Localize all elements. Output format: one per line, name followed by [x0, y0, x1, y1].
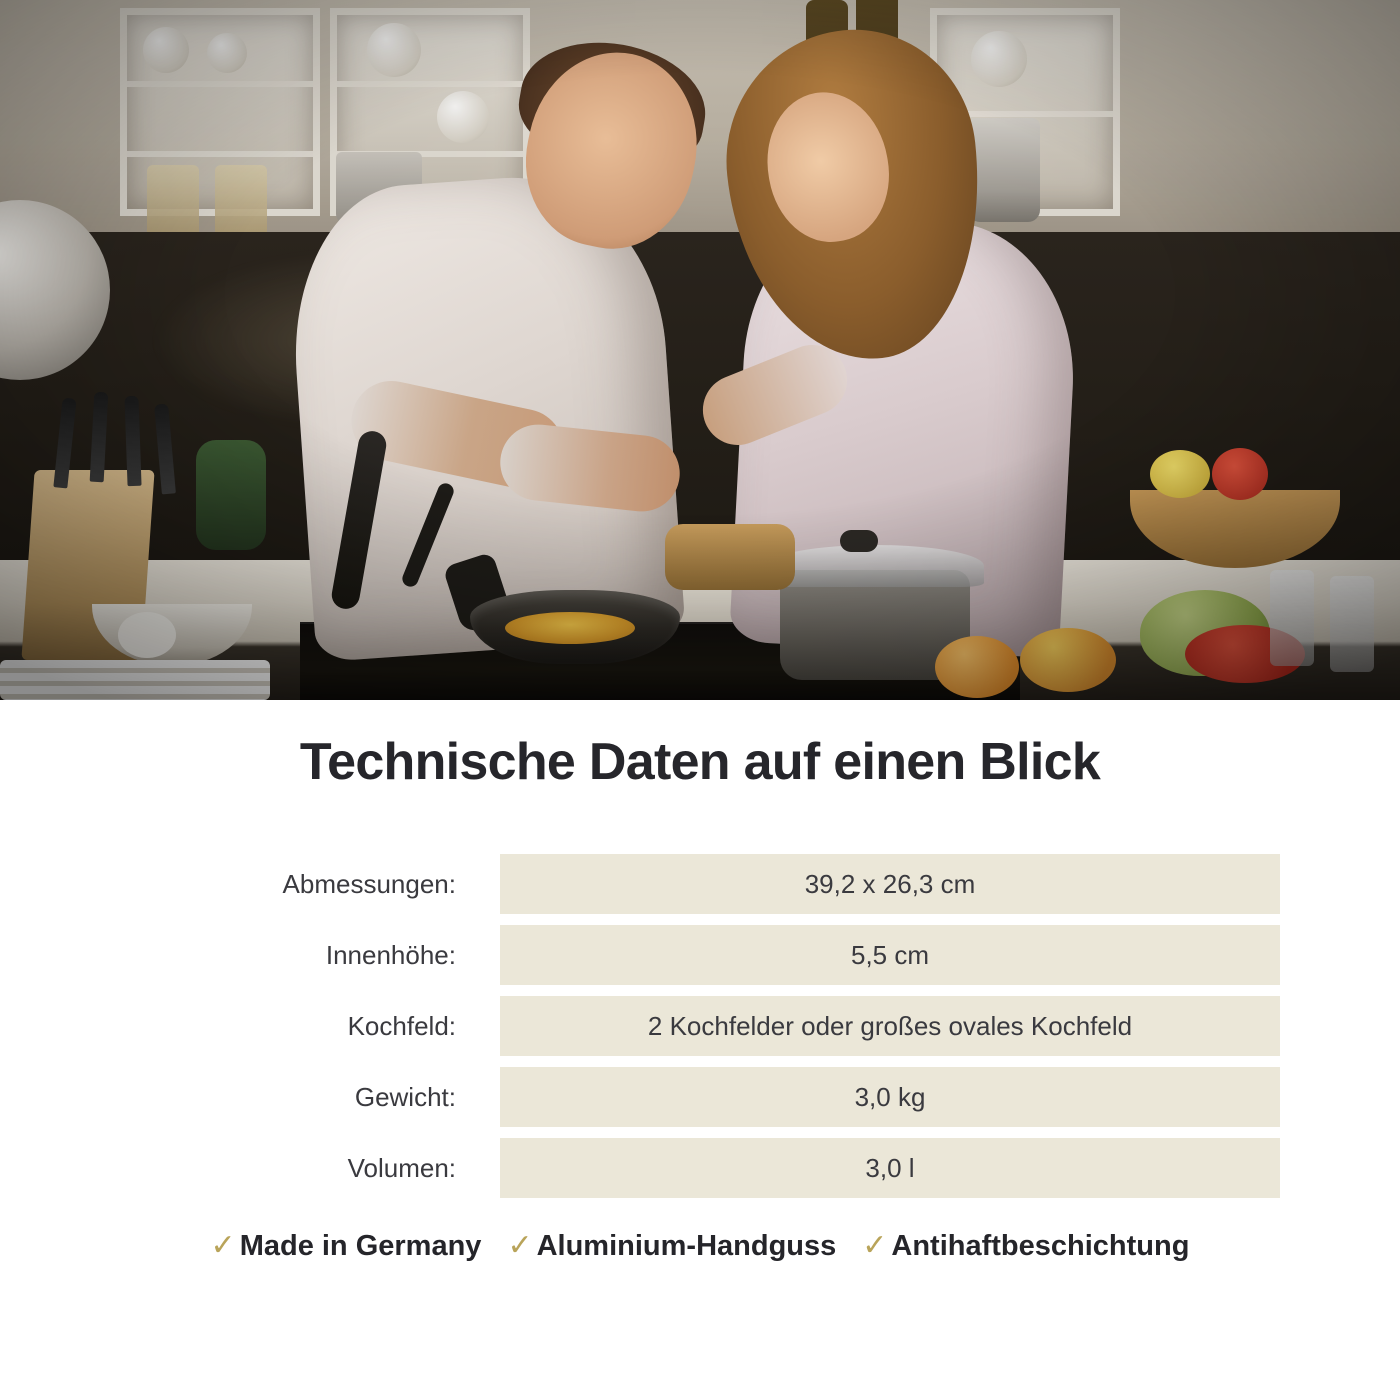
- cabinet-shelf: [127, 81, 313, 87]
- dish: [143, 27, 189, 73]
- feature-label: Antihaftbeschichtung: [891, 1230, 1190, 1262]
- spec-value-gewicht: 3,0 kg: [500, 1067, 1280, 1127]
- spec-label-abmessungen: Abmessungen:: [282, 868, 456, 899]
- check-icon: ✓: [862, 1228, 888, 1262]
- pot-lid-knob: [840, 530, 878, 552]
- storage-jar: [215, 165, 267, 237]
- banana-cluster: [1150, 450, 1210, 498]
- check-icon: ✓: [210, 1228, 236, 1262]
- table-row: [120, 1067, 1280, 1127]
- kettle: [968, 118, 1040, 222]
- table-row: [120, 996, 1280, 1056]
- spec-value-abmessungen: 39,2 x 26,3 cm: [500, 854, 1280, 914]
- cabinet-shelf: [127, 151, 313, 157]
- pot-lid: [766, 545, 984, 587]
- feature-badges: [60, 1230, 1340, 1263]
- omelette: [505, 612, 635, 644]
- spec-label-kochfeld: Kochfeld:: [347, 1010, 456, 1041]
- spec-value-innenhoehe: 5,5 cm: [500, 925, 1280, 985]
- page-title: Technische Daten auf einen Blick: [299, 733, 1101, 791]
- feature-label: Made in Germany: [239, 1230, 482, 1262]
- spec-label-volumen: Volumen:: [347, 1152, 456, 1183]
- feature-antihaftbeschichtung: [862, 1230, 1189, 1263]
- feature-label: Aluminium-Handguss: [536, 1230, 837, 1262]
- spec-table: [120, 854, 1280, 1198]
- table-row: [120, 1138, 1280, 1198]
- dish: [367, 23, 421, 77]
- check-icon: ✓: [507, 1228, 533, 1262]
- bread-basket: [665, 524, 795, 590]
- spec-label-innenhoehe: Innenhöhe:: [325, 939, 456, 970]
- spec-label-gewicht: Gewicht:: [354, 1081, 456, 1112]
- dish: [437, 91, 489, 143]
- dish: [971, 31, 1027, 87]
- table-row: [120, 925, 1280, 985]
- stacked-plates: [0, 660, 270, 700]
- mango: [1020, 628, 1116, 692]
- feature-aluminium-handguss: [507, 1230, 836, 1263]
- pepper-mill: [1270, 570, 1314, 666]
- small-bowl: [118, 612, 176, 658]
- cabinet-unit: [120, 8, 320, 216]
- apple: [1212, 448, 1268, 500]
- orange: [935, 636, 1019, 698]
- salt-mill: [1330, 576, 1374, 672]
- spec-value-volumen: 3,0 l: [500, 1138, 1280, 1198]
- storage-jar: [147, 165, 199, 237]
- potted-plant: [196, 440, 266, 550]
- cabinet-shelf: [337, 81, 523, 87]
- spec-card: [60, 700, 1340, 1340]
- dish: [207, 33, 247, 73]
- spec-value-kochfeld: 2 Kochfelder oder großes ovales Kochfeld: [500, 996, 1280, 1056]
- table-row: [120, 854, 1280, 914]
- feature-made-in-germany: [211, 1230, 482, 1263]
